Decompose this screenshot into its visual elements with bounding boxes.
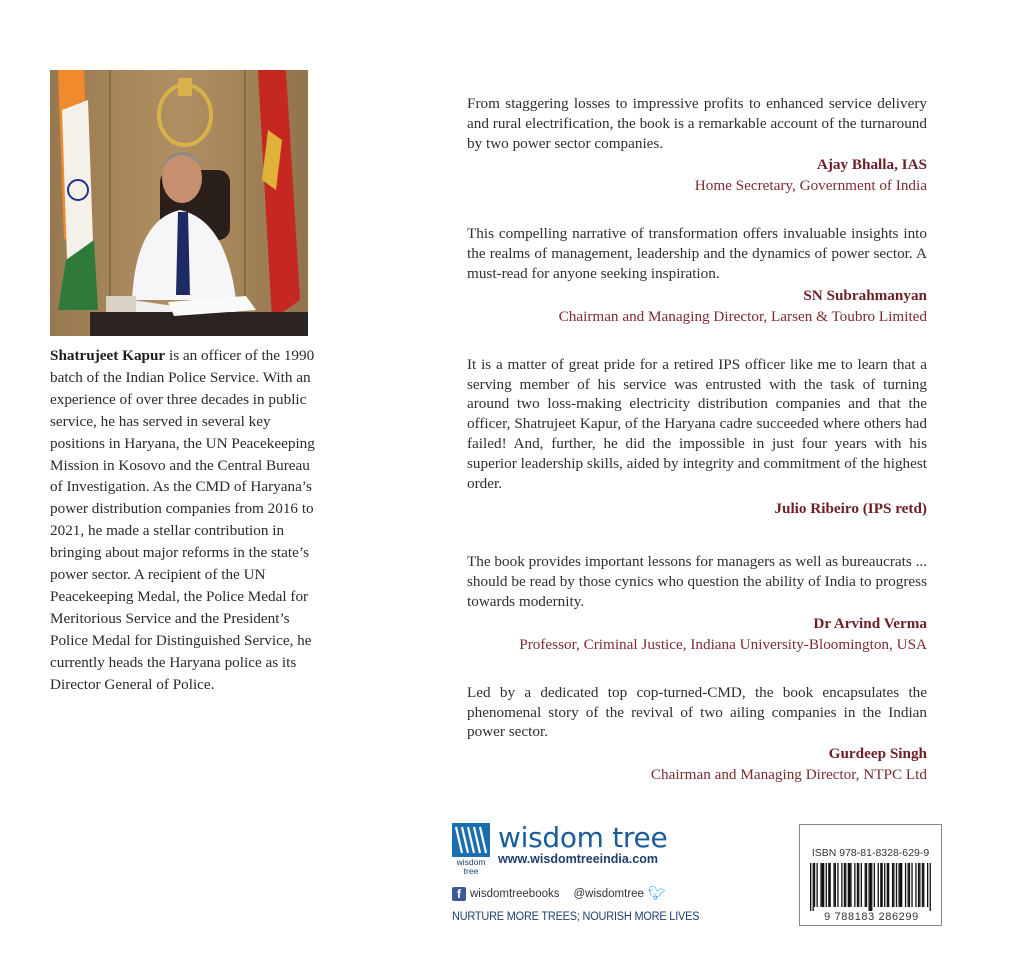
publisher-url: www.wisdomtreeindia.com: [498, 852, 658, 866]
endorser-name: Gurdeep Singh: [828, 745, 927, 763]
endorsement: [467, 224, 927, 326]
endorser-role: Chairman and Managing Director, Larsen & Toubro Limited: [558, 307, 927, 325]
author-photo: [50, 70, 308, 336]
barcode-icon: [810, 863, 933, 911]
barcode-digits: 9 788183 286299: [824, 911, 919, 923]
endorser-role: Chairman and Managing Director, NTPC Ltd: [650, 766, 927, 784]
publisher-name: wisdom tree: [498, 821, 668, 854]
twitter-icon: 🐦︎: [647, 885, 666, 901]
endorsement-text: The book provides important lessons for managers as well as bureaucrats ... should be read by those cynics who question the ability of India to progress towards modernity.: [467, 553, 927, 610]
endorser-name: Julio Ribeiro (IPS retd): [774, 500, 927, 518]
endorsement-text: Led by a dedicated top cop-turned-CMD, the book encapsulates the phenomenal story of the revival of two ailing companies in the Indian power sector.: [467, 683, 927, 741]
social-links: [452, 885, 712, 902]
endorser-name: Ajay Bhalla, IAS: [816, 156, 927, 174]
endorsement-text: It is a matter of great pride for a retired IPS officer like me to learn that a serving member of his service was entrusted with the task of turning around two loss-making electricity distribution companies and that the officer, Shatrujeet Kapur, of the Haryana cadre succeeded where others had failed! And, further, he did the impossible in just four years with his superior leadership skills, aided by integrity and commitment of the highest order.: [467, 355, 927, 492]
endorser-name: Dr Arvind Verma: [813, 614, 927, 632]
publisher-slogan: NURTURE MORE TREES; NOURISH MORE LIVES: [452, 911, 700, 923]
endorsement: [467, 683, 927, 785]
logo-word-wisdom: wisdom: [456, 857, 486, 867]
author-bio: [50, 345, 320, 696]
endorsement: [467, 94, 927, 196]
endorser-role: Home Secretary, Government of India: [694, 177, 927, 195]
facebook-handle: wisdomtreebooks: [470, 887, 560, 900]
isbn-barcode-box: [799, 824, 942, 926]
author-bio-text: is an officer of the 1990 batch of the Indian Police Service. With an experience of over three decades in public service, he has served in several key positions in Haryana, the UN Peacekeeping Mission in Kosovo and the Central Bureau of Investigation. As the CMD of Haryana’s power distribution companies from 2016 to 2021, he made a stellar contribution in bringing about major reforms in the state’s power sector. A recipient of the UN Peacekeeping Medal, the Police Medal for Meritorious Service and the President’s Police Medal for Distinguished Service, he currently heads the Haryana police as its Director General of Police.: [50, 347, 315, 693]
logo-word-tree: tree: [463, 866, 479, 875]
publisher-block: [452, 823, 712, 923]
endorsements: [467, 94, 927, 813]
endorser-role: Professor, Criminal Justice, Indiana University-Bloomington, USA: [519, 635, 927, 653]
author-name: Shatrujeet Kapur: [50, 347, 166, 364]
endorsement: [467, 355, 927, 519]
endorsement: [467, 552, 927, 654]
twitter-handle: @wisdomtree: [573, 887, 644, 900]
endorsement-text: This compelling narrative of transformation offers invaluable insights into the realms of management, leadership and the dynamics of power sector. A must-read for anyone seeking inspiration.: [467, 225, 927, 282]
endorser-name: SN Subrahmanyan: [803, 286, 927, 304]
wisdom-tree-logo-icon: [452, 823, 490, 875]
isbn-label: ISBN 978-81-8328-629-9: [811, 847, 930, 859]
endorsement-text: From staggering losses to impressive profits to enhanced service delivery and rural electrification, the book is a remarkable account of the turnaround by two power sector companies.: [467, 95, 927, 152]
facebook-icon: f: [452, 887, 466, 901]
